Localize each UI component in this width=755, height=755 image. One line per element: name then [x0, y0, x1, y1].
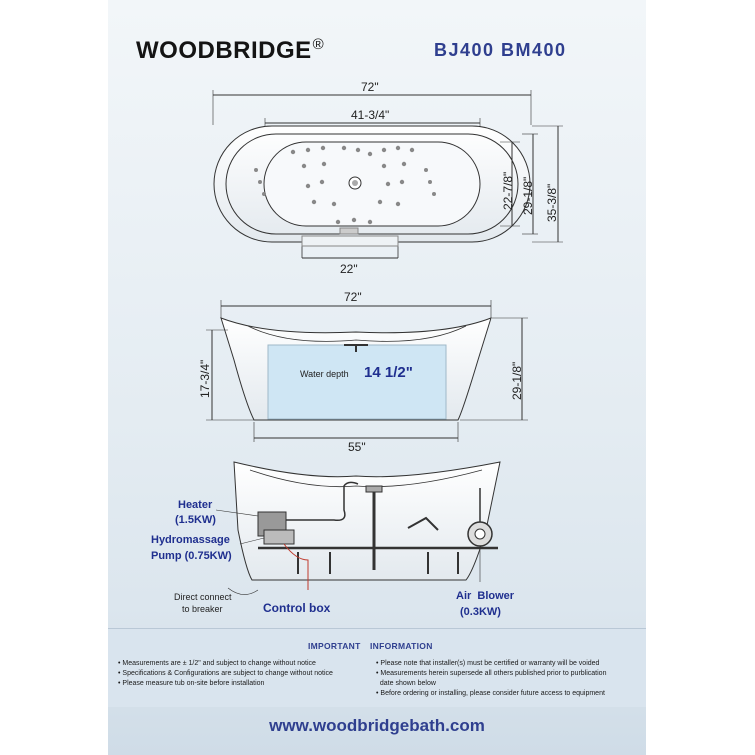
info-right-list — [376, 659, 606, 699]
pump-label: Hydromassage — [151, 534, 230, 546]
pump-unit — [264, 530, 294, 544]
water-depth-label: Water depth — [300, 369, 349, 379]
control-box-label: Control box — [263, 601, 331, 615]
information-heading: INFORMATION — [370, 641, 433, 651]
website-url[interactable]: www.woodbridgebath.com — [269, 716, 485, 735]
water-depth-value: 14 1/2" — [364, 364, 413, 381]
water-fill — [268, 345, 446, 419]
direct-connect-label: Direct connect — [174, 592, 232, 602]
brand-logo: WOODBRIDGE® — [136, 36, 325, 64]
spec-sheet — [108, 0, 646, 755]
heater-label: Heater — [178, 499, 213, 511]
dim-inner-length: 41-3/4" — [351, 108, 390, 122]
dim-base: 22" — [340, 262, 358, 276]
info-left-list — [118, 659, 333, 689]
dim-overall-length: 72" — [361, 80, 379, 94]
air-blower-power: (0.3KW) — [460, 606, 501, 618]
heater-power: (1.5KW) — [175, 514, 216, 526]
important-heading: IMPORTANT — [308, 641, 361, 651]
info-item: • Measurements herein supersede all others published prior to purblication — [376, 670, 607, 677]
dim-rim-width: 29-1/8" — [521, 176, 535, 215]
dim-overall-width: 35-3/8" — [545, 183, 559, 222]
info-item: • Specifications & Configurations are subject to change without notice — [118, 670, 333, 677]
info-item: date shown below — [376, 680, 436, 687]
dim-inner-width: 22-7/8" — [501, 171, 515, 210]
dim-side-length: 72" — [344, 290, 362, 304]
info-item: • Please measure tub on-site before installation — [118, 680, 265, 687]
dim-bottom-length: 55" — [348, 440, 366, 454]
dim-depth: 17-3/4" — [198, 359, 212, 398]
info-item: • Please note that installer(s) must be certified or warranty will be voided — [376, 660, 600, 667]
dim-height: 29-1/8" — [510, 361, 524, 400]
model-numbers: BJ400 BM400 — [434, 40, 567, 60]
to-breaker-label: to breaker — [182, 604, 223, 614]
info-panel — [108, 628, 646, 707]
info-item: • Measurements are ± 1/2" and subject to change without notice — [118, 660, 316, 667]
air-blower-label: Air Blower — [456, 590, 515, 602]
equipment-view — [216, 462, 500, 595]
pump-power: Pump (0.75KW) — [151, 550, 232, 562]
info-item: • Before ordering or installing, please consider future access to equipment — [376, 690, 605, 697]
